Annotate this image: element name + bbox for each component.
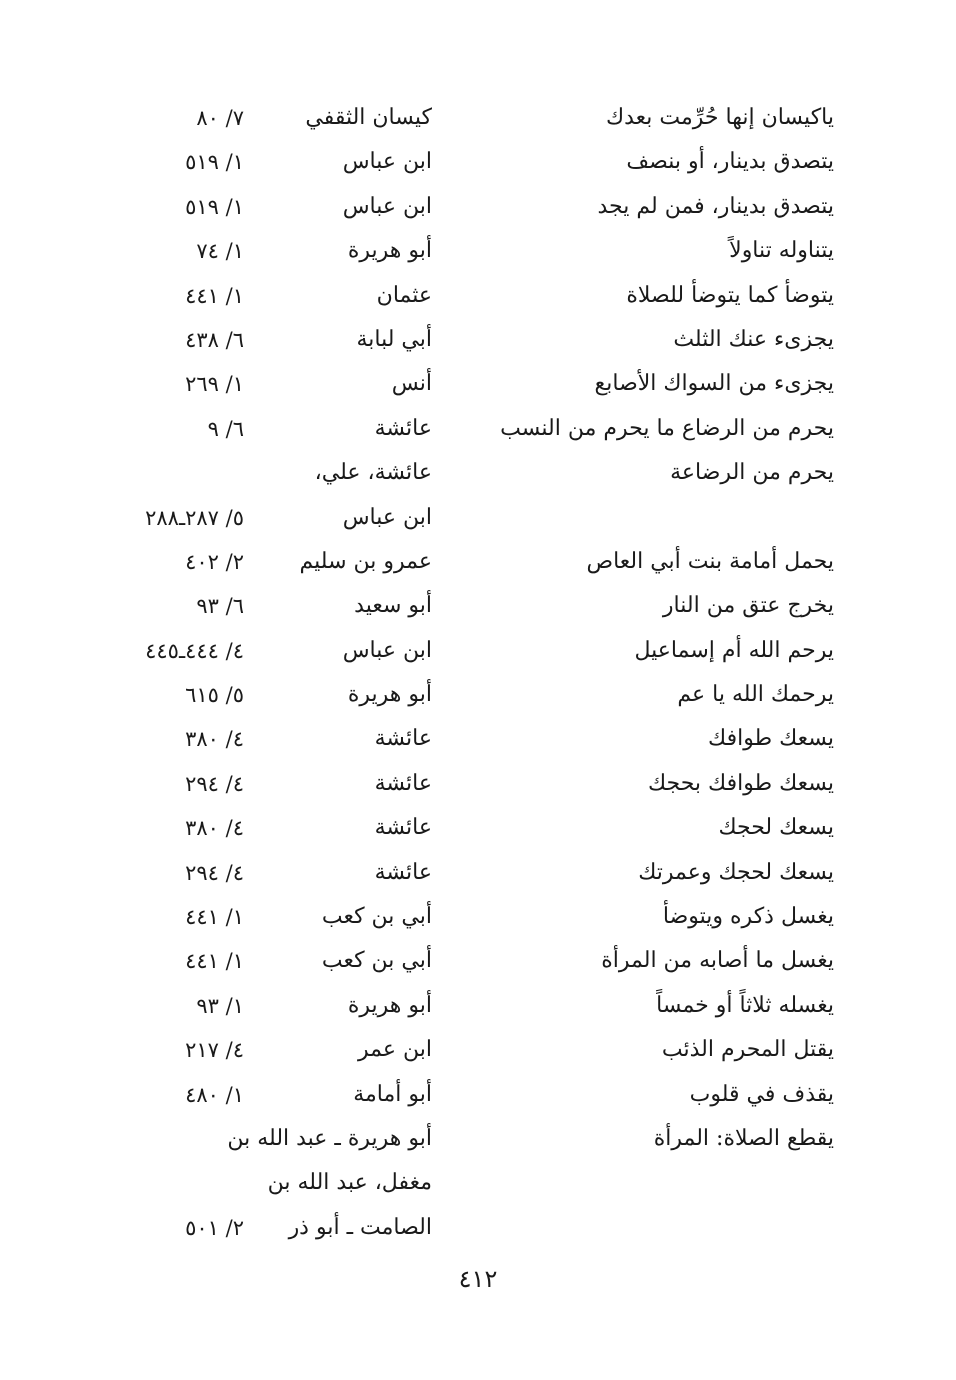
hadith-text: يسعك طوافك [708, 726, 834, 752]
hadith-text: يتناوله تناولاً [729, 238, 834, 264]
volume-page-ref: ٢/ ٤٠٢ [185, 549, 244, 574]
hadith-text: يقطع الصلاة: المرأة [653, 1125, 834, 1151]
index-row [0, 1073, 956, 1117]
volume-page-ref: ١/ ٤٤١ [185, 283, 244, 308]
narrator-name: عائشة [374, 770, 432, 796]
narrator-name: أبو أمامة [353, 1081, 432, 1107]
volume-page-ref: ١/ ٤٨٠ [185, 1082, 244, 1107]
narrator-name: عائشة [374, 726, 432, 752]
hadith-text: يقذف في قلوب [689, 1081, 834, 1107]
index-row [0, 96, 956, 140]
index-row [0, 185, 956, 229]
volume-page-ref: ٤/ ٤٤٤ـ٤٤٥ [145, 638, 244, 663]
volume-page-ref: ٥/ ٢٨٧ـ٢٨٨ [145, 505, 244, 530]
narrator-name: عائشة، علي، [314, 460, 432, 486]
narrator-name: ابن عباس [342, 193, 432, 219]
index-row [0, 1028, 956, 1072]
narrator-name: أبو هريرة ـ عبد الله بن [227, 1125, 432, 1151]
index-row [0, 1117, 956, 1161]
volume-page-ref [44, 1117, 244, 1161]
volume-page-ref: ١/ ٩٣ [196, 993, 244, 1018]
narrator-name: أبو سعيد [354, 593, 432, 619]
hadith-text [504, 1206, 834, 1250]
hadith-text: يسعك طوافك بحجك [647, 770, 834, 796]
hadith-text [504, 1161, 834, 1205]
hadith-index-list [0, 96, 956, 1250]
narrator-name: ابن عباس [342, 504, 432, 530]
volume-page-ref: ٦/ ٩ [207, 416, 244, 441]
index-row [0, 895, 956, 939]
volume-page-ref: ٤/ ٢١٧ [185, 1038, 244, 1063]
index-row [0, 629, 956, 673]
volume-page-ref: ٤/ ٢٩٤ [185, 860, 244, 885]
volume-page-ref: ٦/ ٩٣ [196, 594, 244, 619]
index-row [0, 1206, 956, 1250]
narrator-name: عثمان [376, 282, 432, 308]
volume-page-ref: ٤/ ٣٨٠ [185, 816, 244, 841]
volume-page-ref: ٤/ ٣٨٠ [185, 727, 244, 752]
hadith-text: يقتل المحرم الذئب [661, 1037, 834, 1063]
index-row [0, 939, 956, 983]
hadith-text [504, 496, 834, 540]
narrator-name: أبي بن كعب [321, 948, 432, 974]
narrator-name: عائشة [374, 859, 432, 885]
index-row [0, 584, 956, 628]
hadith-text: يغسل ما أصابه من المرأة [601, 948, 834, 974]
volume-page-ref: ٤/ ٢٩٤ [185, 771, 244, 796]
narrator-name: أبو هريرة [347, 682, 432, 708]
hadith-text: يتصدق بدينار، أو بنصف [626, 149, 834, 175]
hadith-text: يحرم من الرضاعة [670, 460, 834, 486]
hadith-text: يحرم من الرضاع ما يحرم من النسب [500, 415, 834, 441]
hadith-text: يسعك لحجك وعمرتك [638, 859, 834, 885]
index-row [0, 673, 956, 717]
index-row [0, 1161, 956, 1205]
volume-page-ref: ٧/ ٨٠ [196, 106, 244, 130]
volume-page-ref: ١/ ٤٤١ [185, 949, 244, 974]
hadith-text: ياكيسان إنها حُرِّمت بعدك [605, 105, 834, 130]
hadith-text: يجزىء عنك الثلث [673, 326, 834, 352]
volume-page-ref: ٥/ ٦١٥ [185, 683, 244, 708]
volume-page-ref: ٦/ ٤٣٨ [185, 327, 244, 352]
index-row [0, 407, 956, 451]
narrator-name: مغفل، عبد الله بن [267, 1170, 432, 1196]
index-row [0, 140, 956, 184]
narrator-name: أبي بن كعب [321, 904, 432, 930]
narrator-name: ابن عباس [342, 637, 432, 663]
hadith-text: يرحم الله أم إسماعيل [634, 637, 834, 663]
narrator-name: ابن عباس [342, 149, 432, 175]
narrator-name: أبو هريرة [347, 238, 432, 264]
narrator-name: عائشة [374, 415, 432, 441]
hadith-text: يغسله ثلاثاً أو خمساً [656, 992, 834, 1018]
hadith-text: يتوضأ كما يتوضأ للصلاة [626, 282, 834, 308]
index-row [0, 274, 956, 318]
volume-page-ref: ١/ ٥١٩ [185, 150, 244, 175]
hadith-text: يسعك لحجك [718, 815, 834, 841]
hadith-text: يحمل أمامة بنت أبي العاص [586, 548, 834, 574]
volume-page-ref: ١/ ٢٦٩ [185, 372, 244, 397]
index-row [0, 318, 956, 362]
index-row [0, 496, 956, 540]
narrator-name: ابن عمر [358, 1037, 432, 1063]
narrator-name: أبي لبابة [356, 326, 432, 352]
volume-page-ref [44, 1161, 244, 1205]
volume-page-ref: ١/ ٧٤ [196, 239, 244, 264]
narrator-name: عمرو بن سليم [299, 548, 432, 574]
hadith-text: يخرج عتق من النار [662, 593, 834, 619]
narrator-name: أنس [391, 371, 432, 397]
index-row [0, 362, 956, 406]
narrator-name: كيسان الثقفي [305, 105, 432, 130]
hadith-text: يرحمك الله يا عم [677, 682, 834, 708]
index-row [0, 717, 956, 761]
narrator-name: عائشة [374, 815, 432, 841]
index-row [0, 229, 956, 273]
volume-page-ref: ١/ ٥١٩ [185, 194, 244, 219]
index-row [0, 540, 956, 584]
index-row [0, 762, 956, 806]
index-row [0, 451, 956, 495]
hadith-text: يتصدق بدينار، فمن لم يجد [597, 193, 834, 219]
volume-page-ref [44, 451, 244, 495]
narrator-name: الصامت ـ أبو ذر [288, 1214, 432, 1240]
index-row [0, 984, 956, 1028]
page-number: ٤١٢ [458, 1265, 498, 1293]
index-row [0, 806, 956, 850]
volume-page-ref: ١/ ٤٤١ [185, 905, 244, 930]
index-row [0, 851, 956, 895]
narrator-name: أبو هريرة [347, 992, 432, 1018]
hadith-text: يغسل ذكره ويتوضأ [662, 904, 834, 930]
volume-page-ref: ٢/ ٥٠١ [185, 1215, 244, 1240]
hadith-text: يجزىء من السواك الأصابع [594, 371, 834, 397]
